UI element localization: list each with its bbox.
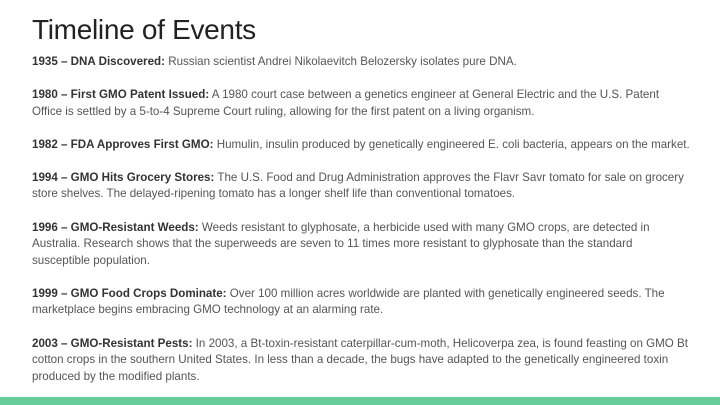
event-heading: 1999 – GMO Food Crops Dominate: — [32, 286, 227, 300]
event-heading: 1935 – DNA Discovered: — [32, 55, 165, 68]
event-text: Weeds resistant to glyphosate, a herbicide used with many GMO crops, are detected in Australia. Research shows that the superweeds are seven to 11 times more resistant to glyphosate than the standard susceptible population. — [32, 220, 650, 267]
timeline-event — [32, 336, 692, 386]
event-heading: 2003 – GMO-Resistant Pests: — [32, 336, 193, 350]
timeline-list — [32, 54, 692, 402]
slide-title: Timeline of Events — [32, 14, 256, 45]
event-text: Humulin, insulin produced by genetically engineered E. coli bacteria, appears on the market. — [213, 137, 690, 151]
timeline-event — [32, 286, 692, 319]
timeline-event — [32, 87, 692, 120]
event-heading: 1982 – FDA Approves First GMO: — [32, 137, 214, 151]
event-text: In 2003, a Bt-toxin-resistant caterpillar-cum-moth, Helicoverpa zea, is found feasting on GMO Bt cotton crops in the southern United States. In less than a decade, the bugs have adapted to the genetically engineered toxin produced by the modified plants. — [32, 336, 688, 383]
timeline-event — [32, 170, 692, 203]
event-text: A 1980 court case between a genetics engineer at General Electric and the U.S. Patent Office is settled by a 5-to-4 Supreme Court ruling, allowing for the first patent on a living organism. — [32, 88, 660, 118]
event-heading: 1996 – GMO-Resistant Weeds: — [32, 220, 199, 234]
footer-accent-bar — [0, 397, 720, 405]
event-heading: 1994 – GMO Hits Grocery Stores: — [32, 170, 215, 184]
event-text: Russian scientist Andrei Nikolaevitch Belozersky isolates pure DNA. — [164, 55, 517, 68]
event-heading: 1980 – First GMO Patent Issued: — [32, 88, 210, 102]
event-text: Over 100 million acres worldwide are planted with genetically engineered seeds. The marketplace begins embracing GMO technology at an alarming rate. — [32, 286, 665, 317]
event-text: The U.S. Food and Drug Administration approves the Flavr Savr tomato for sale on grocery store shelves. The delayed-ripening tomato has a longer shelf life than conventional tomatoes. — [32, 170, 684, 201]
timeline-event — [32, 54, 692, 71]
timeline-event — [32, 220, 692, 270]
timeline-event — [32, 137, 692, 154]
